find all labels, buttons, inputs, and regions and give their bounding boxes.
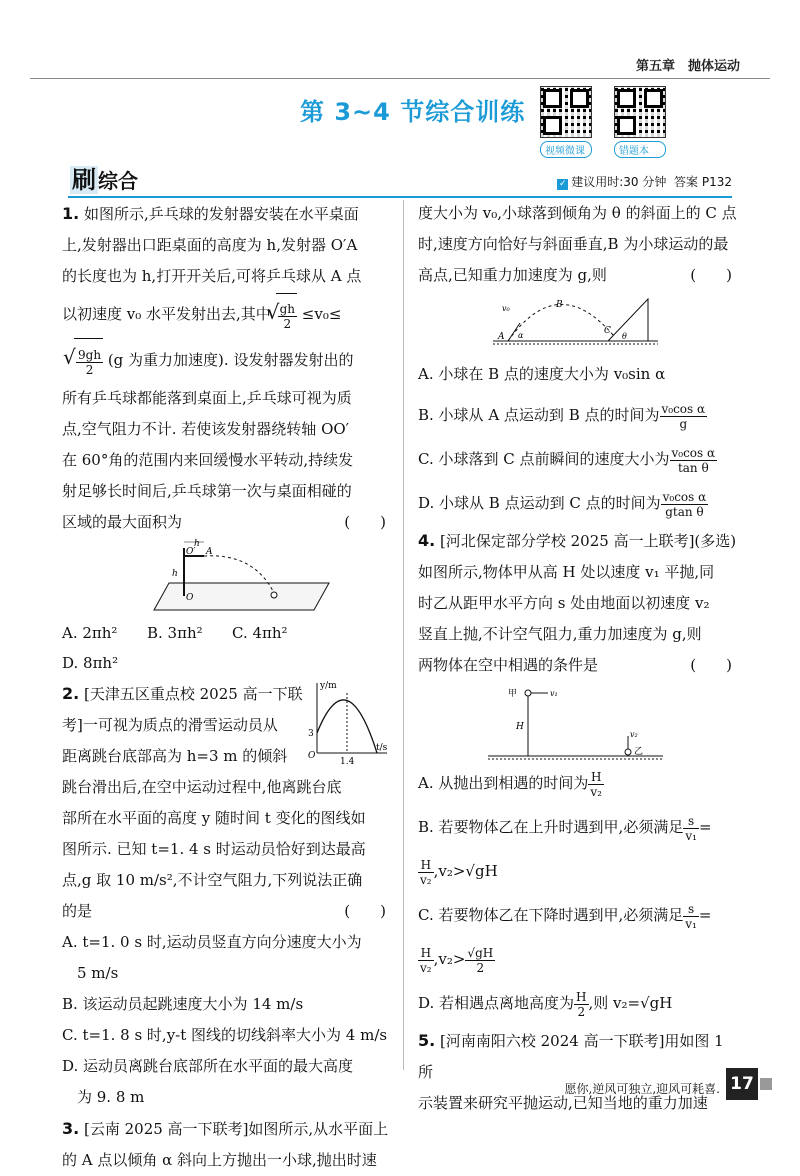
option-c[interactable] [418, 437, 738, 481]
checkbox-icon: ✓ [558, 179, 567, 189]
page-decoration [760, 1078, 772, 1090]
svg-text:θ: θ [622, 332, 627, 341]
fraction-den: gtan θ [665, 504, 704, 519]
svg-text:h: h [194, 539, 200, 549]
qr-mistakes[interactable] [614, 86, 666, 158]
option-c[interactable]: C. 4πh² [232, 624, 288, 642]
option-text: C. 小球落到 C 点前瞬间的速度大小为 [418, 450, 670, 468]
option-d[interactable]: D. 运动员离跳台底部所在水平面的最大高度 [62, 1057, 354, 1075]
column-divider [403, 200, 404, 1070]
label-v2: v₂ [630, 730, 638, 739]
fraction-den: tan θ [677, 460, 709, 475]
option-a-cont: 5 m/s [62, 964, 119, 982]
fraction-num: √gH [467, 945, 494, 960]
question-2 [62, 678, 392, 1113]
option-c[interactable]: C. t=1. 8 s 时,y-t 图线的切线斜率大小为 4 m/s [62, 1026, 388, 1044]
svg-text:A: A [206, 547, 213, 557]
fraction-den: v₁ [685, 828, 697, 843]
question-number: 4. [418, 531, 436, 550]
section-brand: 刷 [72, 166, 96, 194]
q1-line: 区域的最大面积为 [62, 513, 183, 531]
fraction-num: H [418, 858, 434, 873]
q1-line: 以初速度 v₀ 水平发射出去,其中 [62, 305, 271, 323]
sqrt-gh-over-2: √ $\frac{gh}{2}$ [276, 293, 297, 338]
q1-figure [144, 538, 344, 618]
q3-line: [云南 2025 高一下联考]如图所示,从水平面上 [84, 1120, 389, 1138]
fraction-num: s [683, 902, 699, 917]
graph-tmark: 1.4 [340, 757, 355, 767]
qr-label-mistakes: 错题本 [614, 141, 666, 158]
q2-line: 考]一可视为质点的滑雪运动员从 [62, 716, 278, 734]
option-text: D. 小球从 B 点运动到 C 点的时间为 [418, 494, 661, 512]
qr-label-video: 视频微课 [540, 141, 592, 158]
fraction-den: g [679, 416, 688, 431]
svg-text:O′: O′ [186, 547, 196, 557]
svg-text:O: O [186, 593, 194, 603]
svg-text:h: h [172, 569, 178, 579]
qr-video[interactable] [540, 86, 592, 158]
right-column [418, 198, 738, 1119]
option-a[interactable]: A. t=1. 0 s 时,运动员竖直方向分速度大小为 [62, 933, 362, 951]
option-text: D. 若相遇点离地高度为 [418, 994, 575, 1012]
option-d-cont: 为 9. 8 m [62, 1088, 145, 1106]
footer-motto: 愿你,逆风可独立,迎风可耗喜. [564, 1082, 720, 1096]
label-jia: 甲 [508, 689, 518, 699]
q4-line: [河北保定部分学校 2025 高一上联考](多选) [440, 532, 737, 550]
suggested-time: 建议用时:30 分钟 [571, 175, 667, 189]
option-b[interactable]: B. 该运动员起跳速度大小为 14 m/s [62, 995, 304, 1013]
option-b-cont [418, 849, 738, 893]
option-d[interactable] [418, 481, 738, 525]
answer-blank[interactable]: ( ) [344, 902, 386, 920]
graph-y0: 3 [308, 729, 314, 739]
chapter-title: 第五章 抛体运动 [635, 59, 740, 74]
graph-origin: O [308, 751, 316, 761]
q1-line: (g 为重力加速度). 设发射器发射出的 [107, 350, 354, 369]
option-text: ,v₂> [433, 950, 466, 968]
q3-line: 时,速度方向恰好与斜面垂直,B 为小球运动的最 [418, 235, 729, 253]
q2-line: 距离跳台底部高为 h=3 m 的倾斜 [62, 747, 288, 765]
q1-line: ≤v₀≤ [301, 305, 342, 323]
question-3-cont [418, 198, 738, 525]
q5-line: [河南南阳六校 2024 高一下联考]用如图 1 所 [418, 1032, 724, 1081]
svg-text:B: B [556, 300, 563, 310]
option-d[interactable] [418, 981, 738, 1025]
fraction-den: v₁ [685, 916, 697, 931]
answer-blank[interactable]: ( ) [690, 266, 732, 284]
page-number: 17 [726, 1068, 758, 1100]
svg-text:α: α [518, 331, 524, 340]
option-c[interactable] [418, 893, 738, 937]
q1-line: 在 60°角的范围内来回缓慢水平转动,持续发 [62, 451, 354, 469]
question-4 [418, 525, 738, 1025]
answer-blank[interactable]: ( ) [344, 513, 386, 531]
option-a[interactable]: A. 2πh² [62, 624, 118, 642]
q4-line: 竖直上抛,不计空气阻力,重力加速度为 g,则 [418, 625, 702, 643]
q2-line: 点,g 取 10 m/s²,不计空气阻力,下列说法正确 [62, 871, 363, 889]
time-info [557, 173, 732, 190]
fraction-den: 2 [577, 1004, 586, 1019]
option-b[interactable] [418, 393, 738, 437]
fraction-num: v₀cos α [661, 401, 706, 416]
question-number: 1. [62, 204, 80, 223]
fraction-num: s [683, 814, 699, 829]
option-text: ,则 v₂=√gH [588, 994, 673, 1012]
option-a[interactable]: A. 小球在 B 点的速度大小为 v₀sin α [418, 365, 666, 383]
label-H: H [516, 722, 524, 732]
answer-ref: 答案 P132 [674, 175, 732, 189]
question-number: 5. [418, 1031, 436, 1050]
q2-line: 跳台滑出后,在空中运动过程中,他离跳台底 [62, 778, 342, 796]
q4-line: 如图所示,物体甲从高 H 处以速度 v₁ 平抛,同 [418, 563, 715, 581]
q3-line: 高点,已知重力加速度为 g,则 [418, 266, 607, 284]
header-rule [30, 78, 770, 79]
q1-line: 的长度也为 h,打开开关后,可将乒乓球从 A 点 [62, 267, 362, 285]
q1-line: 射足够长时间后,乒乓球第一次与桌面相碰的 [62, 482, 352, 500]
q3-line: 度大小为 v₀,小球落到倾角为 θ 的斜面上的 C 点 [418, 204, 737, 222]
svg-text:A: A [498, 332, 505, 342]
label-yi: 乙 [634, 747, 644, 757]
label-v1: v₁ [550, 689, 558, 698]
q4-line: 两物体在空中相遇的条件是 [418, 656, 599, 674]
fraction-num: v₀cos α [662, 489, 707, 504]
equals-sign: = [698, 818, 712, 836]
graph-ylabel: y/m [320, 681, 337, 691]
q1-line: 上,发射器出口距桌面的高度为 h,发射器 O′A [62, 236, 358, 254]
q1-line: 如图所示,乒乓球的发射器安装在水平桌面 [84, 205, 359, 223]
q2-line: 部所在水平面的高度 y 随时间 t 变化的图线如 [62, 809, 366, 827]
question-1 [62, 198, 392, 678]
q3-figure [488, 291, 668, 355]
option-text: B. 若要物体乙在上升时遇到甲,必须满足 [418, 818, 684, 836]
option-text: ,v₂>√gH [433, 862, 498, 880]
left-column [62, 198, 392, 1176]
q2-line: [天津五区重点校 2025 高一下联 [84, 685, 303, 703]
fraction-num: v₀cos α [671, 445, 716, 460]
q3-line: 的 A 点以倾角 α 斜向上方抛出一小球,抛出时速 [62, 1151, 377, 1169]
question-number: 2. [62, 684, 80, 703]
q1-line: 所有乒乓球都能落到桌面上,乒乓球可视为质 [62, 389, 352, 407]
q2-graph [302, 678, 392, 767]
option-d[interactable]: D. 8πh² [62, 654, 119, 672]
question-3 [62, 1113, 392, 1176]
svg-text:v₀: v₀ [502, 304, 510, 313]
question-5 [418, 1025, 738, 1119]
option-text: A. 从抛出到相遇的时间为 [418, 774, 589, 792]
section-name: 综合 [98, 169, 138, 193]
graph-xlabel: t/s [376, 743, 388, 753]
option-text: C. 若要物体乙在下降时遇到甲,必须满足 [418, 906, 684, 924]
option-b[interactable] [418, 805, 738, 849]
q2-line: 的是 [62, 902, 93, 920]
fraction-num: H [418, 946, 434, 961]
fraction-den: v₂ [590, 784, 602, 799]
fraction-den: v₂ [420, 872, 432, 887]
equals-sign: = [698, 906, 712, 924]
sqrt-9gh-over-2: √ $\frac{9gh}{2}$ [74, 338, 103, 383]
q4-figure [478, 681, 668, 761]
question-number: 3. [62, 1119, 80, 1138]
q5-line: 示装置来研究平抛运动,已知当地的重力加速 [418, 1094, 708, 1112]
section-heading [70, 160, 138, 195]
option-a[interactable] [418, 761, 738, 805]
option-c-cont [418, 937, 738, 981]
fraction-den: 2 [476, 960, 485, 975]
page-title: 第 3~4 节综合训练 [300, 98, 526, 126]
answer-blank[interactable]: ( ) [690, 656, 732, 674]
q1-line: 点,空气阻力不计. 若使该发射器绕转轴 OO′ [62, 420, 350, 438]
fraction-num: H [588, 770, 604, 785]
qr-code-icon [540, 86, 592, 138]
option-b[interactable]: B. 3πh² [147, 624, 203, 642]
q4-line: 时乙从距甲水平方向 s 处由地面以初速度 v₂ [418, 594, 710, 612]
qr-code-icon [614, 86, 666, 138]
fraction-num: H [576, 989, 587, 1004]
fraction-den: v₂ [420, 960, 432, 975]
option-text: B. 小球从 A 点运动到 B 点的时间为 [418, 406, 660, 424]
q2-line: 图所示. 已知 t=1. 4 s 时运动员恰好到达最高 [62, 840, 366, 858]
svg-text:C: C [604, 326, 611, 336]
